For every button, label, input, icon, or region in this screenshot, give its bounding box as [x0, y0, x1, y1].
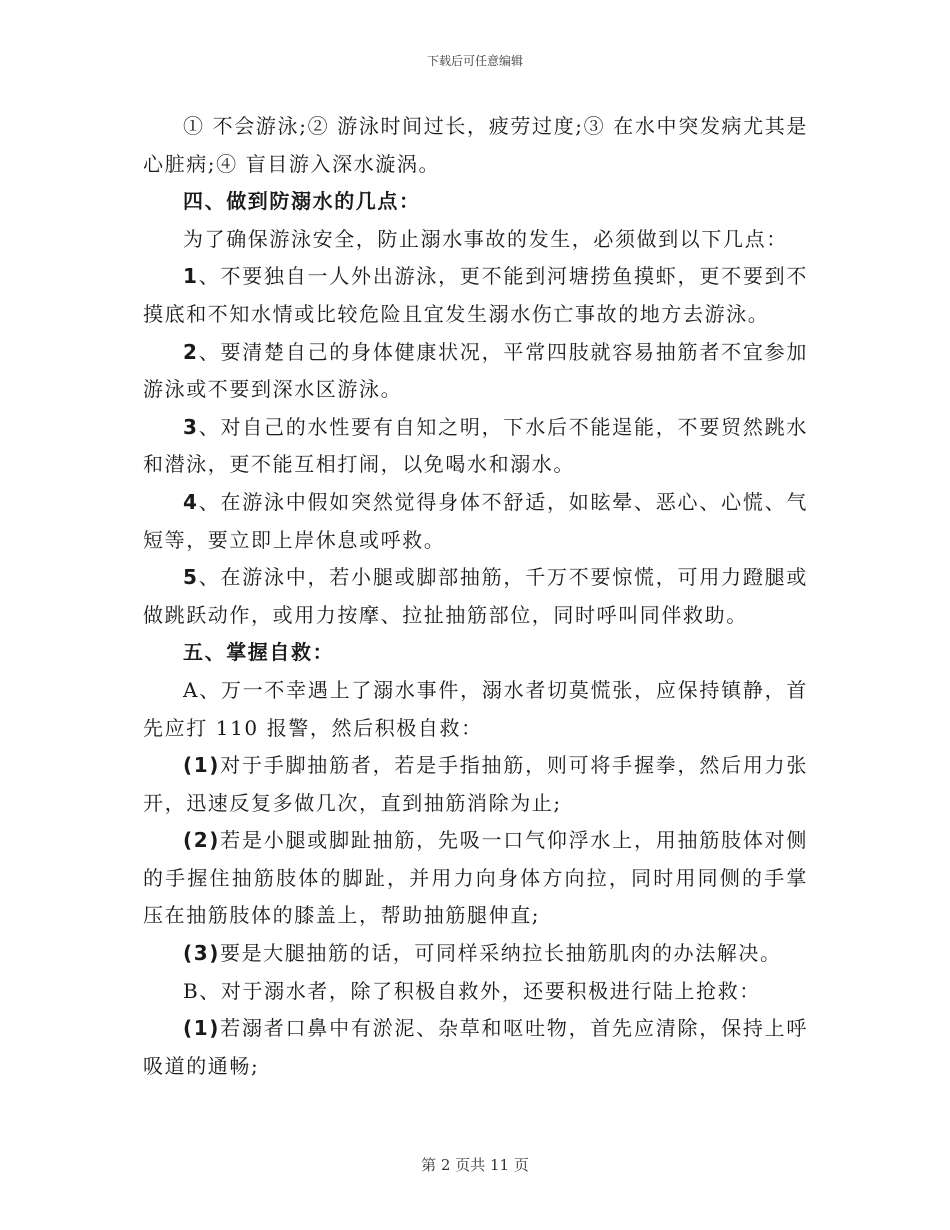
- section-heading-4: 四、做到防溺水的几点：: [183, 189, 421, 214]
- page-footer: 第 2 页共 11 页: [421, 1156, 529, 1174]
- paragraph-rescue-b: B、对于溺水者，除了积极自救外，还要积极进行陆上抢救：: [183, 978, 761, 1003]
- sub-item-a-3: (3)要是大腿抽筋的话，可同样采纳拉长抽筋肌肉的办法解决。: [183, 941, 782, 966]
- sub-item-b-1: (1)若溺者口鼻中有淤泥、杂草和呕吐物，首先应清除，保持上呼吸道的通畅;: [143, 1016, 808, 1078]
- sub-item-a-1: (1)对于手脚抽筋者，若是手指抽筋，则可将手握拳，然后用力张开，迅速反复多做几次，直到抽筋消除为止;: [143, 753, 808, 815]
- paragraph-drowning-causes: ① 不会游泳;② 游泳时间过长，疲劳过度;③ 在水中突发病尤其是心脏病;④ 盲目游入深水漩涡。: [143, 114, 808, 176]
- document-body: [143, 108, 808, 1085]
- list-item-2: 2、要清楚自己的身体健康状况，平常四肢就容易抽筋者不宜参加游泳或不要到深水区游泳。: [143, 339, 808, 402]
- paragraph-intro: 为了确保游泳安全，防止溺水事故的发生，必须做到以下几点：: [183, 226, 788, 251]
- sub-item-a-2: (2)若是小腿或脚趾抽筋，先吸一口气仰浮水上，用抽筋肢体对侧的手握住抽筋肢体的脚趾，并用力向身体方向拉，同时用同侧的手掌压在抽筋肢体的膝盖上，帮助抽筋腿伸直;: [143, 828, 808, 928]
- list-item-3: 3、对自己的水性要有自知之明，下水后不能逞能，不要贸然跳水和潜泳，更不能互相打闹，以免喝水和溺水。: [143, 414, 808, 477]
- paragraph-self-rescue-a: A、万一不幸遇上了溺水事件，溺水者切莫慌张，应保持镇静，首先应打 110 报警，然后积极自救：: [143, 677, 808, 740]
- page-header: 下载后可任意编辑: [426, 54, 523, 68]
- section-heading-5: 五、掌握自救：: [183, 640, 335, 665]
- list-item-1: 1、不要独自一人外出游泳，更不能到河塘捞鱼摸虾，更不要到不摸底和不知水情或比较危险且宜发生溺水伤亡事故的地方去游泳。: [143, 264, 808, 326]
- list-item-5: 5、在游泳中，若小腿或脚部抽筋，千万不要惊慌，可用力蹬腿或做跳跃动作，或用力按摩、拉扯抽筋部位，同时呼叫同伴救助。: [143, 565, 808, 627]
- list-item-4: 4、在游泳中假如突然觉得身体不舒适，如眩晕、恶心、心慌、气短等，要立即上岸休息或呼救。: [143, 489, 808, 552]
